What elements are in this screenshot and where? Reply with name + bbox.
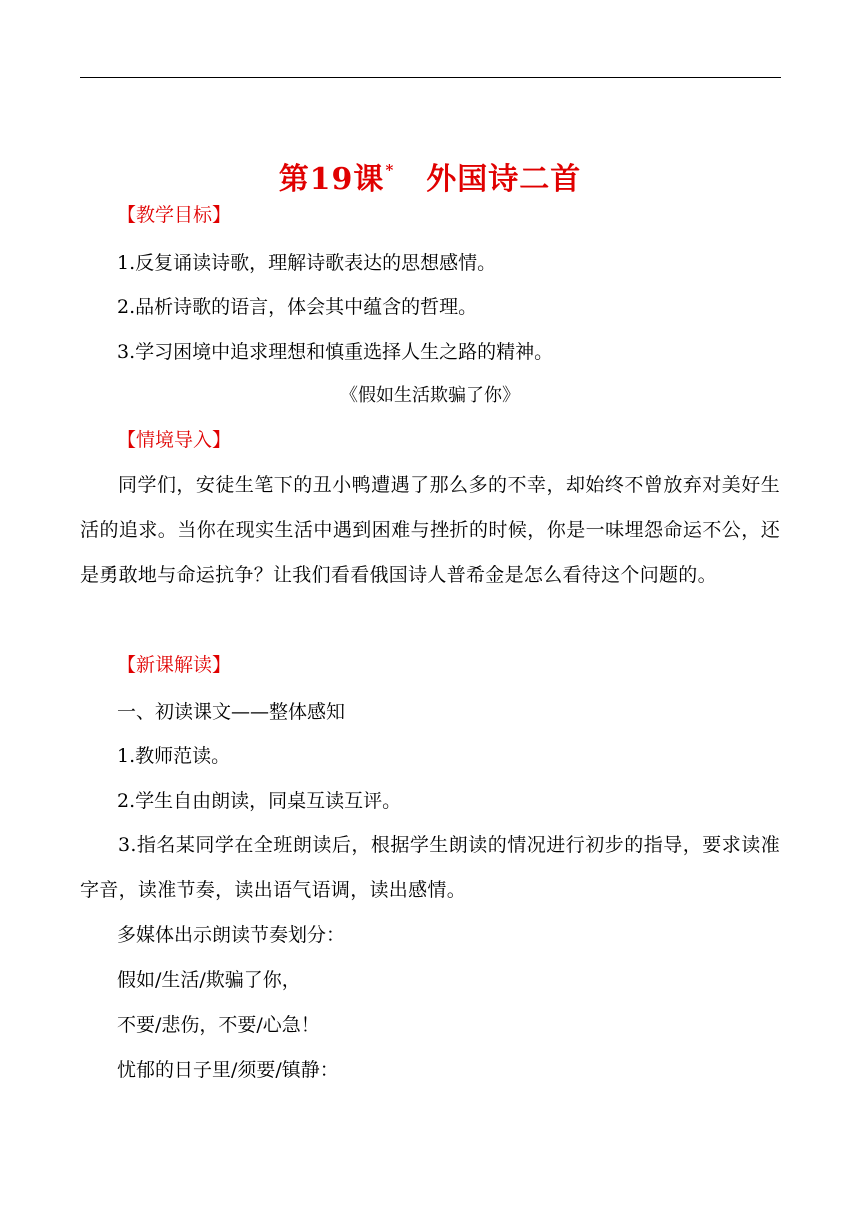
step-2: 2.学生自由朗读，同桌互读互评。 [117,790,402,812]
rhythm-label: 多媒体出示朗读节奏划分： [117,924,346,946]
step-1: 1.教师范读。 [117,745,231,767]
part1-heading: 一、初读课文——整体感知 [117,701,346,723]
step-3: 3.指名某同学在全班朗读后，根据学生朗读的情况进行初步的指导，要求读准字音，读准节奏，读出语气语调，读出感情。 [80,834,780,901]
objective-item-2: 2.品析诗歌的语言，体会其中蕴含的哲理。 [117,296,478,318]
header-rule [80,77,781,78]
lesson-mark: * [385,161,395,179]
lesson-name: 外国诗二首 [426,162,582,197]
poem-title: 《假如生活欺骗了你》 [340,385,520,406]
rhythm-line-3: 忧郁的日子里/须要/镇静： [117,1059,339,1081]
objectives-heading: 【教学目标】 [117,204,232,226]
lesson-title [0,148,860,202]
lesson-number: 第19课 [278,162,385,197]
intro-paragraph: 同学们，安徒生笔下的丑小鸭遭遇了那么多的不幸，却始终不曾放弃对美好生活的追求。当你在现实生活中遇到困难与挫折的时候，你是一味埋怨命运不公，还是勇敢地与命运抗争？让我们看看俄国诗人普希金是怎么看待这个问题的。 [80,474,780,586]
rhythm-line-1: 假如/生活/欺骗了你， [117,969,301,991]
lesson-heading: 【新课解读】 [117,654,232,676]
objective-item-1: 1.反复诵读诗歌，理解诗歌表达的思想感情。 [117,252,497,274]
intro-heading: 【情境导入】 [117,429,232,451]
objective-item-3: 3.学习困境中追求理想和慎重选择人生之路的精神。 [117,341,554,363]
rhythm-line-2: 不要/悲伤，不要/心急！ [117,1014,320,1036]
